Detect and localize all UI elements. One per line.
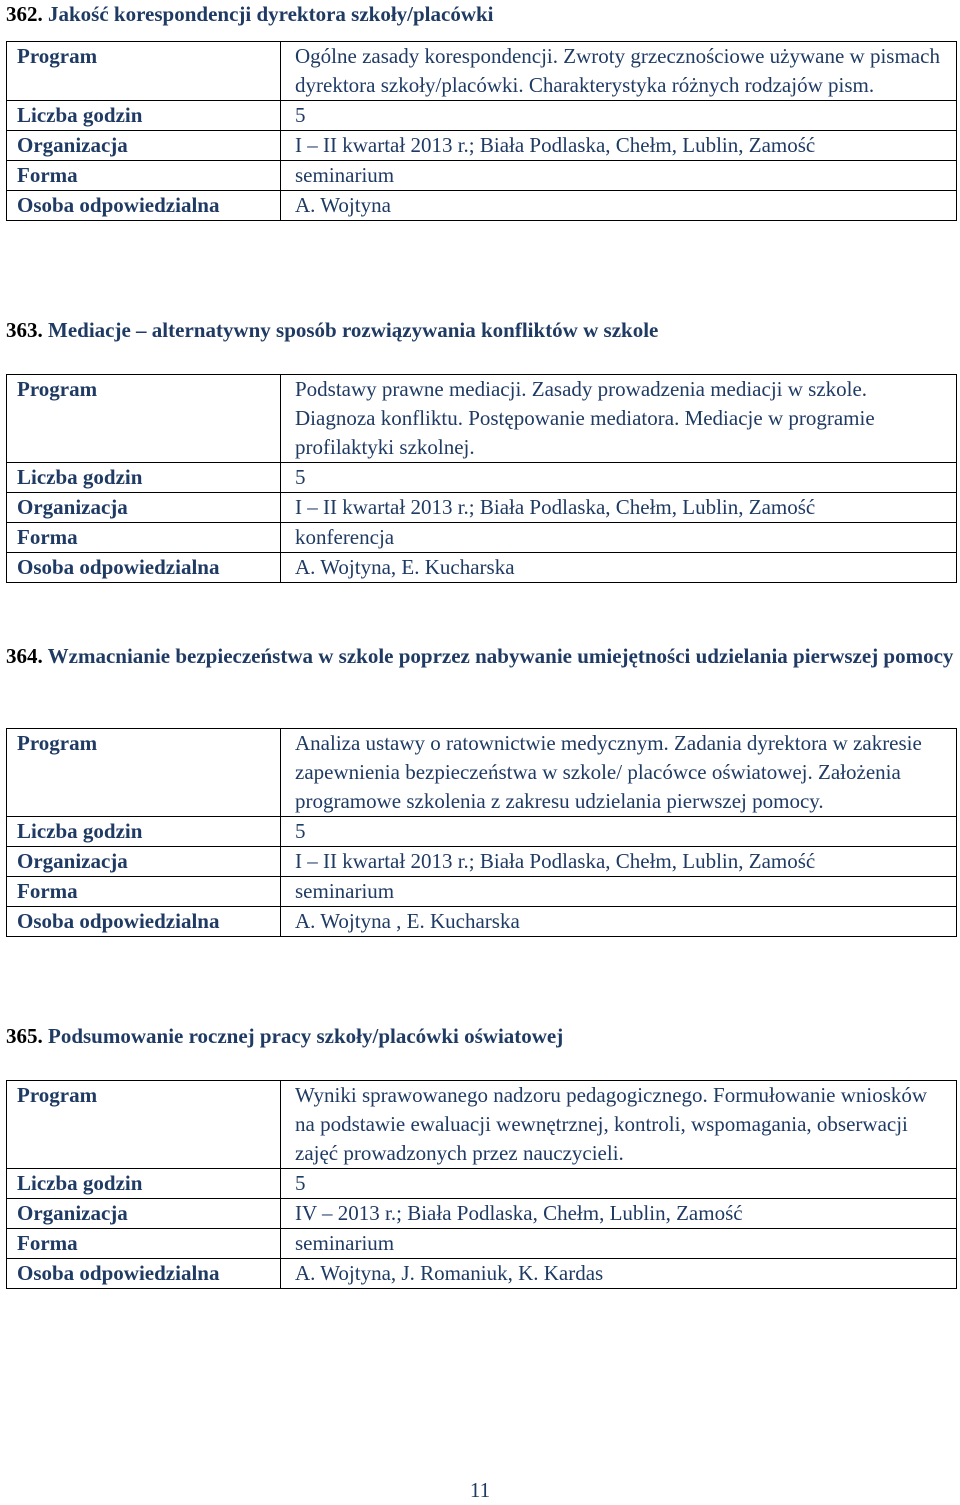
row-value: IV – 2013 r.; Biała Podlaska, Chełm, Lublin, Zamość	[281, 1199, 957, 1229]
row-value: Ogólne zasady korespondencji. Zwroty grzecznościowe używane w pismach dyrektora szkoły/placówki. Charakterystyka różnych rodzajów pism.	[281, 42, 957, 101]
section-title: Podsumowanie rocznej pracy szkoły/placówki oświatowej	[48, 1024, 564, 1048]
section-title: Jakość korespondencji dyrektora szkoły/placówki	[48, 2, 494, 26]
row-label: Forma	[7, 1229, 281, 1259]
row-label: Organizacja	[7, 493, 281, 523]
section-table	[6, 1080, 957, 1289]
table-row	[7, 1199, 957, 1229]
table-row	[7, 493, 957, 523]
row-value: A. Wojtyna, E. Kucharska	[281, 553, 957, 583]
row-value: 5	[281, 101, 957, 131]
table-row	[7, 1259, 957, 1289]
row-label: Program	[7, 375, 281, 463]
table-row	[7, 463, 957, 493]
row-value: I – II kwartał 2013 r.; Biała Podlaska, Chełm, Lublin, Zamość	[281, 493, 957, 523]
row-value: seminarium	[281, 161, 957, 191]
table-row	[7, 523, 957, 553]
row-value: A. Wojtyna	[281, 191, 957, 221]
section-363	[6, 316, 956, 579]
row-label: Organizacja	[7, 847, 281, 877]
table-row	[7, 161, 957, 191]
row-value: A. Wojtyna , E. Kucharska	[281, 907, 957, 937]
row-label: Forma	[7, 523, 281, 553]
row-label: Forma	[7, 161, 281, 191]
table-row	[7, 847, 957, 877]
section-heading	[6, 642, 956, 671]
row-label: Liczba godzin	[7, 817, 281, 847]
section-heading	[6, 1022, 956, 1051]
section-heading	[6, 316, 956, 345]
section-number: 363.	[6, 318, 43, 342]
section-364	[6, 642, 956, 933]
row-value: seminarium	[281, 1229, 957, 1259]
row-value: konferencja	[281, 523, 957, 553]
row-label: Program	[7, 729, 281, 817]
row-value: seminarium	[281, 877, 957, 907]
row-value: 5	[281, 463, 957, 493]
row-label: Osoba odpowiedzialna	[7, 191, 281, 221]
page-number: 11	[469, 1478, 491, 1502]
row-label: Liczba godzin	[7, 101, 281, 131]
table-row	[7, 191, 957, 221]
row-label: Organizacja	[7, 1199, 281, 1229]
row-value: A. Wojtyna, J. Romaniuk, K. Kardas	[281, 1259, 957, 1289]
row-value: Wyniki sprawowanego nadzoru pedagogicznego. Formułowanie wniosków na podstawie ewaluacji wewnętrznej, kontroli, wspomagania, obserwacji zajęć prowadzonych przez nauczycieli.	[281, 1081, 957, 1169]
section-table	[6, 374, 957, 583]
section-heading	[6, 0, 956, 29]
table-row	[7, 375, 957, 463]
section-table	[6, 728, 957, 937]
row-label: Liczba godzin	[7, 1169, 281, 1199]
section-number: 362.	[6, 2, 43, 26]
row-label: Osoba odpowiedzialna	[7, 1259, 281, 1289]
row-value: Analiza ustawy o ratownictwie medycznym. Zadania dyrektora w zakresie zapewnienia bezpieczeństwa w szkole/ placówce oświatowej. Założenia programowe szkolenia z zakresu udzielania pierwszej pomocy.	[281, 729, 957, 817]
row-label: Osoba odpowiedzialna	[7, 553, 281, 583]
table-row	[7, 131, 957, 161]
row-label: Forma	[7, 877, 281, 907]
row-label: Program	[7, 1081, 281, 1169]
row-value: I – II kwartał 2013 r.; Biała Podlaska, Chełm, Lublin, Zamość	[281, 131, 957, 161]
table-row	[7, 1081, 957, 1169]
table-row	[7, 553, 957, 583]
table-row	[7, 729, 957, 817]
row-value: Podstawy prawne mediacji. Zasady prowadzenia mediacji w szkole. Diagnoza konfliktu. Postępowanie mediatora. Mediacje w programie profilaktyki szkolnej.	[281, 375, 957, 463]
section-title: Mediacje – alternatywny sposób rozwiązywania konfliktów w szkole	[48, 318, 659, 342]
table-row	[7, 817, 957, 847]
row-value: I – II kwartał 2013 r.; Biała Podlaska, Chełm, Lublin, Zamość	[281, 847, 957, 877]
row-value: 5	[281, 1169, 957, 1199]
section-365	[6, 1022, 956, 1285]
table-row	[7, 42, 957, 101]
table-row	[7, 877, 957, 907]
table-row	[7, 1169, 957, 1199]
row-value: 5	[281, 817, 957, 847]
section-number: 365.	[6, 1024, 43, 1048]
table-row	[7, 1229, 957, 1259]
section-number: 364.	[6, 644, 43, 668]
row-label: Liczba godzin	[7, 463, 281, 493]
table-row	[7, 101, 957, 131]
section-362	[6, 0, 956, 217]
row-label: Organizacja	[7, 131, 281, 161]
section-title: Wzmacnianie bezpieczeństwa w szkole poprzez nabywanie umiejętności udzielania pierwszej pomocy	[47, 644, 954, 668]
row-label: Osoba odpowiedzialna	[7, 907, 281, 937]
section-table	[6, 41, 957, 221]
row-label: Program	[7, 42, 281, 101]
table-row	[7, 907, 957, 937]
